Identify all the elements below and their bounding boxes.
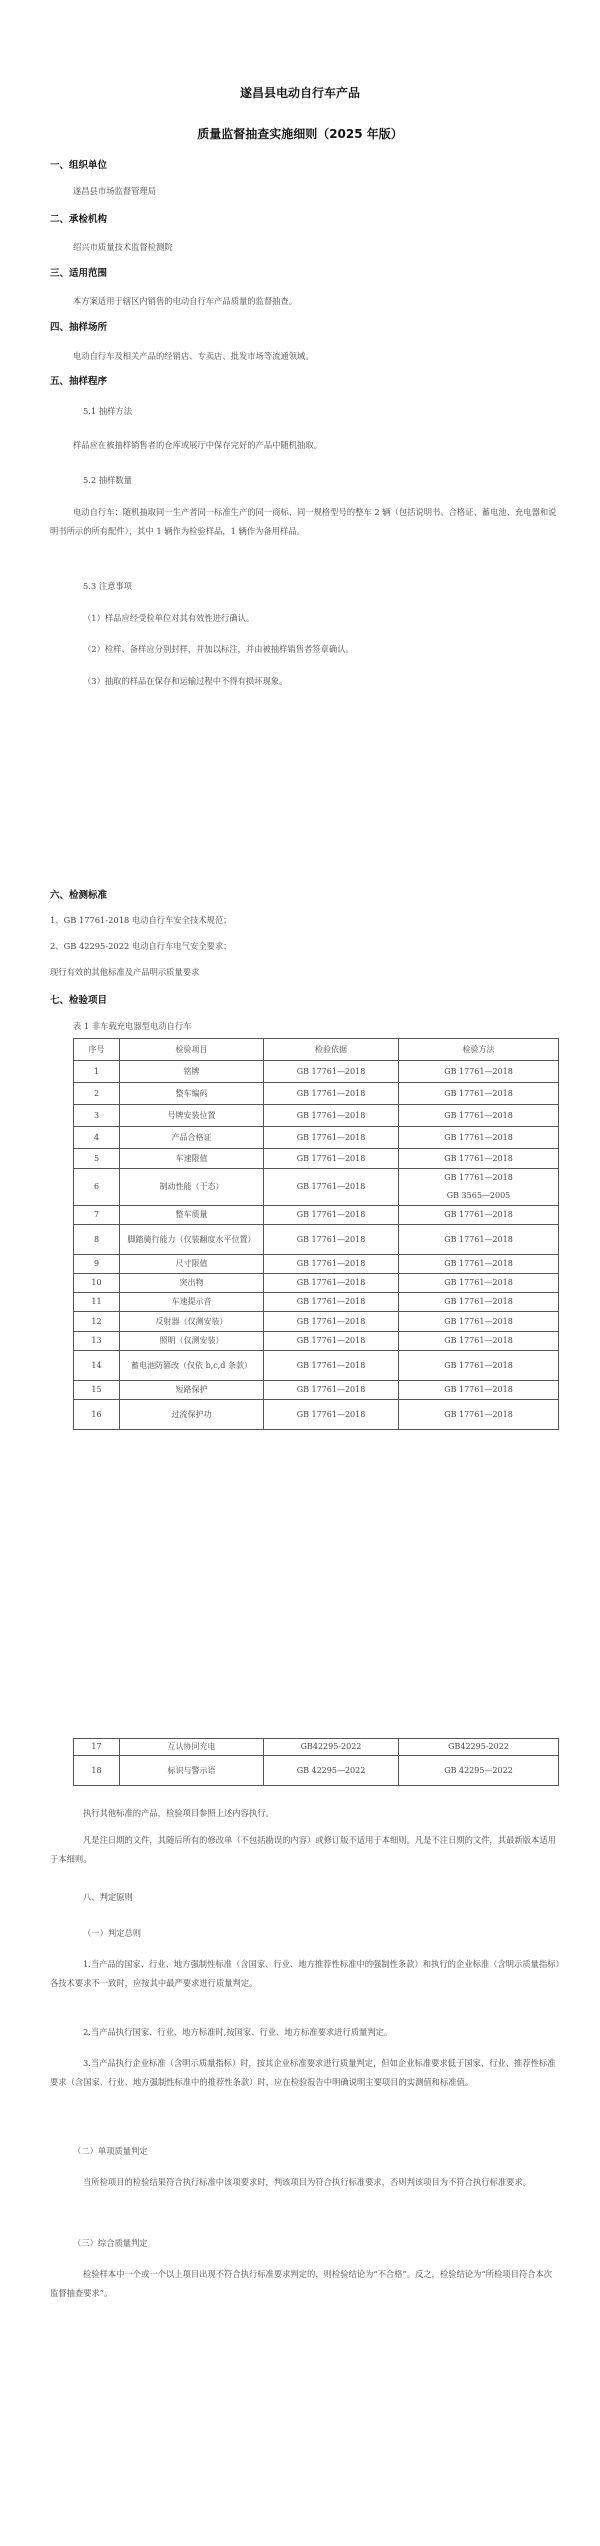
cell-item: 整车质量 xyxy=(120,1206,264,1225)
cell-basis: GB 17761—2018 xyxy=(264,1400,399,1430)
table-row xyxy=(74,1149,559,1169)
cell-index: 11 xyxy=(74,1293,120,1312)
table-row xyxy=(74,1083,559,1105)
cell-basis: GB 17761—2018 xyxy=(264,1206,399,1225)
table-row xyxy=(74,1206,559,1225)
cell-item: 尺寸限值 xyxy=(120,1255,264,1274)
cell-index: 16 xyxy=(74,1400,120,1430)
cell-basis: GB 17761—2018 xyxy=(264,1381,399,1400)
cell-basis: GB42295-2022 xyxy=(264,1739,399,1756)
inspection-items-table xyxy=(73,1038,559,1430)
cell-basis: GB 17761—2018 xyxy=(264,1274,399,1293)
cell-method: GB 17761—2018 xyxy=(399,1312,559,1332)
cell-index: 6 xyxy=(74,1169,120,1206)
cell-method xyxy=(399,1169,559,1206)
table-row xyxy=(74,1739,559,1756)
cell-index: 14 xyxy=(74,1351,120,1381)
cell-index: 5 xyxy=(74,1149,120,1169)
cell-item: 过流保护功 xyxy=(120,1400,264,1430)
cell-item: 制动性能（干态） xyxy=(120,1169,264,1206)
cell-index: 4 xyxy=(74,1127,120,1149)
section6-item-1: 1、GB 17761-2018 电动自行车安全技术规范； xyxy=(50,915,232,925)
cell-method: GB 17761—2018 xyxy=(399,1255,559,1274)
table-row xyxy=(74,1274,559,1293)
cell-basis: GB 17761—2018 xyxy=(264,1332,399,1351)
section5-heading: 五、抽样程序 xyxy=(50,376,108,387)
after-table-note-1: 执行其他标准的产品，检验项目参照上述内容执行。 xyxy=(83,1808,274,1818)
cell-basis: GB 17761—2018 xyxy=(264,1169,399,1206)
table-header-cell: 检验项目 xyxy=(120,1039,264,1061)
cell-basis: GB 17761—2018 xyxy=(264,1312,399,1332)
cell-method: GB 17761—2018 xyxy=(399,1400,559,1430)
document-title-line1: 遂昌县电动自行车产品 xyxy=(239,86,360,100)
table-header-cell: 检验依据 xyxy=(264,1039,399,1061)
section3-body: 本方案适用于辖区内销售的电动自行车产品质量的监督抽查。 xyxy=(73,296,298,306)
section8-sub1: （一）判定总则 xyxy=(83,1928,142,1938)
cell-basis: GB 17761—2018 xyxy=(264,1127,399,1149)
cell-item: 蓄电池防篡改（仅依 b,c,d 条款） xyxy=(120,1351,264,1381)
table-row xyxy=(74,1756,559,1786)
cell-basis: GB 17761—2018 xyxy=(264,1293,399,1312)
section6-item-3: 现行有效的其他标准及产品明示质量要求 xyxy=(50,967,200,977)
table-row xyxy=(74,1332,559,1351)
section5-2-title: 5.2 抽样数量 xyxy=(83,475,133,485)
table-row xyxy=(74,1400,559,1430)
cell-basis: GB 17761—2018 xyxy=(264,1105,399,1127)
table-header-row xyxy=(74,1039,559,1061)
cell-basis: GB 17761—2018 xyxy=(264,1255,399,1274)
table-row xyxy=(74,1105,559,1127)
section8-single-judgement: 当所检项目的检验结果符合执行标准中该项要求时，判该项目为符合执行标准要求，否则判该项目为不符合执行标准要求。 xyxy=(83,2177,532,2187)
section5-1-title: 5.1 抽样方法 xyxy=(83,406,133,416)
cell-index: 10 xyxy=(74,1274,120,1293)
cell-index: 9 xyxy=(74,1255,120,1274)
cell-method: GB 17761—2018 xyxy=(399,1225,559,1255)
section4-body: 电动自行车及相关产品的经销店、专卖店、批发市场等流通领域。 xyxy=(73,351,314,361)
cell-item: 产品合格证 xyxy=(120,1127,264,1149)
section6-item-2: 2、GB 42295-2022 电动自行车电气安全要求； xyxy=(50,941,232,951)
cell-method: GB 17761—2018 xyxy=(399,1083,559,1105)
section8-rule-3: 3.当产品执行企业标准（含明示质量指标）时，按其企业标准要求进行质量判定，但如企业标准要求低于国家、行业、推荐性标准要求（含国家、行业、地方强制性标准中的推荐性条款）时，应在检验报告中明确说明主要项目的实测值和标准值。 xyxy=(50,2058,556,2087)
cell-index: 15 xyxy=(74,1381,120,1400)
cell-basis: GB 17761—2018 xyxy=(264,1061,399,1083)
cell-index: 3 xyxy=(74,1105,120,1127)
cell-method: GB 17761—2018 xyxy=(399,1274,559,1293)
table-row xyxy=(74,1351,559,1381)
cell-item: 车速提示音 xyxy=(120,1293,264,1312)
section5-1-body: 样品应在被抽样销售者的仓库或展厅中保存完好的产品中随机抽取。 xyxy=(73,440,322,450)
section6-heading: 六、检测标准 xyxy=(50,890,108,901)
section5-3-note-2: （2）检样、备样应分别封样，并加以标注，并由被抽样销售者签章确认。 xyxy=(83,644,354,654)
section8-heading: 八、判定原则 xyxy=(83,1892,133,1902)
section7-heading: 七、检验项目 xyxy=(50,995,108,1006)
section8-overall-judgement: 检验样本中一个或一个以上项目出现不符合执行标准要求判定的，则检验结论为“不合格”。反之，检验结论为“所检项目符合本次监督抽查要求”。 xyxy=(50,2269,553,2298)
cell-item: 互认协同充电 xyxy=(120,1739,264,1756)
cell-method: GB 17761—2018 xyxy=(399,1206,559,1225)
table-header-cell: 检验方法 xyxy=(399,1039,559,1061)
section1-body: 遂昌县市场监督管理局 xyxy=(73,186,156,196)
cell-item: 脚踏骑行能力（仅装翻度水平位置） xyxy=(120,1225,264,1255)
cell-method: GB 17761—2018 xyxy=(399,1127,559,1149)
cell-method: GB 17761—2018 xyxy=(399,1105,559,1127)
cell-index: 17 xyxy=(74,1739,120,1756)
section8-rule-2: 2.当产品执行国家、行业、地方标准时,按国家、行业、地方标准要求进行质量判定。 xyxy=(83,2027,393,2037)
cell-index: 1 xyxy=(74,1061,120,1083)
section4-heading: 四、抽样场所 xyxy=(50,322,108,333)
cell-basis: GB 17761—2018 xyxy=(264,1225,399,1255)
table-row xyxy=(74,1312,559,1332)
inspection-items-table-continued xyxy=(73,1738,559,1786)
section8-rule-1: 1.当产品的国家、行业、地方强制性标准（含国家、行业、地方推荐性标准中的强制性条款）和执行的企业标准（含明示质量指标）各技术要求不一致时，应按其中最严要求进行质量判定。 xyxy=(50,1959,560,1988)
cell-index: 2 xyxy=(74,1083,120,1105)
cell-method-line: GB 3565—2005 xyxy=(446,1191,511,1200)
cell-method: GB 42295—2022 xyxy=(399,1756,559,1786)
cell-item: 反射器（仅测安装） xyxy=(120,1312,264,1332)
cell-method: GB 17761—2018 xyxy=(399,1351,559,1381)
cell-method: GB 17761—2018 xyxy=(399,1149,559,1169)
table-row xyxy=(74,1061,559,1083)
section2-body: 绍兴市质量技术监督检测院 xyxy=(73,242,173,252)
table-caption: 表 1 非车载充电器型电动自行车 xyxy=(73,1021,192,1031)
cell-method: GB 17761—2018 xyxy=(399,1381,559,1400)
cell-basis: GB 42295—2022 xyxy=(264,1756,399,1786)
cell-index: 12 xyxy=(74,1312,120,1332)
section5-3-title: 5.3 注意事项 xyxy=(83,581,133,591)
section8-sub3: （三）综合质量判定 xyxy=(73,2238,148,2248)
cell-item: 号牌安装位置 xyxy=(120,1105,264,1127)
document-title-line2: 质量监督抽查实施细则（2025 年版） xyxy=(197,127,403,141)
cell-item: 突出物 xyxy=(120,1274,264,1293)
cell-item: 铭牌 xyxy=(120,1061,264,1083)
cell-index: 8 xyxy=(74,1225,120,1255)
cell-item: 照明（仅测安装） xyxy=(120,1332,264,1351)
cell-basis: GB 17761—2018 xyxy=(264,1351,399,1381)
after-table-note-2: 凡是注日期的文件，其随后所有的修改单（不包括勘误的内容）或修订版不适用于本细则。凡是不注日期的文件，其最新版本适用于本细则。 xyxy=(50,1835,556,1864)
cell-method: GB 17761—2018 xyxy=(399,1061,559,1083)
cell-index: 13 xyxy=(74,1332,120,1351)
cell-item: 短路保护 xyxy=(120,1381,264,1400)
cell-method-line: GB 17761—2018 xyxy=(444,1173,513,1182)
cell-basis: GB 17761—2018 xyxy=(264,1149,399,1169)
section5-3-note-3: （3）抽取的样品在保存和运输过程中不得有损坏现象。 xyxy=(83,676,288,686)
cell-method: GB 17761—2018 xyxy=(399,1332,559,1351)
cell-method: GB42295-2022 xyxy=(399,1739,559,1756)
section1-heading: 一、组织单位 xyxy=(50,160,108,171)
section5-2-body: 电动自行车：随机抽取同一生产者同一标准生产的同一商标、同一规格型号的整车 2 辆（包括说明书、合格证、蓄电池、充电器和说明书所示的所有配件），其中 1 辆作为检验样品，1 辆作为备用样品。 xyxy=(50,507,557,536)
cell-index: 7 xyxy=(74,1206,120,1225)
table-header-cell: 序号 xyxy=(74,1039,120,1061)
cell-method: GB 17761—2018 xyxy=(399,1293,559,1312)
cell-index: 18 xyxy=(74,1756,120,1786)
cell-item: 车速限值 xyxy=(120,1149,264,1169)
cell-basis: GB 17761—2018 xyxy=(264,1083,399,1105)
section5-3-note-1: （1）样品应经受检单位对其有效性进行确认。 xyxy=(83,613,255,623)
table-row xyxy=(74,1255,559,1274)
cell-item: 标识与警示语 xyxy=(120,1756,264,1786)
table-row xyxy=(74,1225,559,1255)
table-row xyxy=(74,1293,559,1312)
table-row xyxy=(74,1169,559,1206)
cell-item: 整车编码 xyxy=(120,1083,264,1105)
section3-heading: 三、适用范围 xyxy=(50,268,108,279)
table-row xyxy=(74,1127,559,1149)
section2-heading: 二、承检机构 xyxy=(50,214,108,225)
table-row xyxy=(74,1381,559,1400)
section8-sub2: （二）单项质量判定 xyxy=(73,2146,148,2156)
